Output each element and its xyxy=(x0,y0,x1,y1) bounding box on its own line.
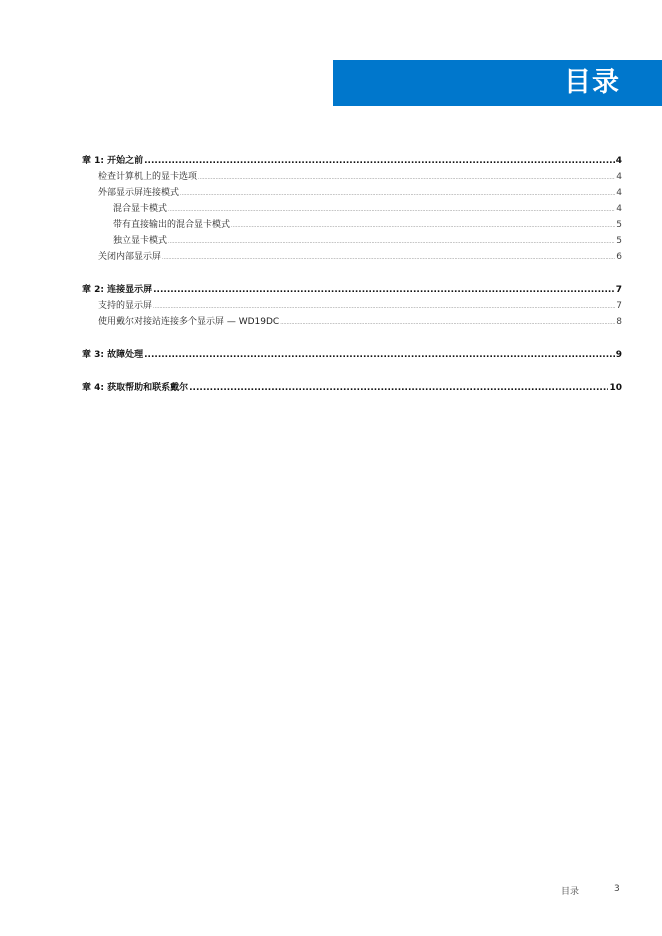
toc-entry-label: 外部显示屏连接模式 xyxy=(98,188,180,198)
toc-entry-label: 带有直接输出的混合显卡模式 xyxy=(113,220,231,230)
toc-entry-label: 支持的显示屏 xyxy=(98,301,153,311)
toc-chapter-label: 章 3: 故障处理 xyxy=(82,350,144,360)
toc-entry-label: 混合显卡模式 xyxy=(113,204,168,214)
page-footer xyxy=(0,884,662,898)
toc-entry[interactable] xyxy=(82,314,622,330)
footer-section-label: 目录 xyxy=(561,887,580,897)
toc-leader xyxy=(168,202,615,218)
toc-entry[interactable] xyxy=(82,185,622,201)
toc-page-number: 5 xyxy=(616,220,622,230)
toc-chapter-label: 章 1: 开始之前 xyxy=(82,156,144,166)
toc-leader xyxy=(144,347,615,363)
toc-page-number: 8 xyxy=(616,317,622,327)
toc-entry-label: 独立显卡模式 xyxy=(113,236,168,246)
chapter-spacer xyxy=(82,330,622,347)
toc-subentry[interactable] xyxy=(82,201,622,217)
toc-page-number: 6 xyxy=(616,252,622,262)
toc-entry-label: 使用戴尔对接站连接多个显示屏 — WD19DC xyxy=(98,317,280,327)
toc-chapter-label: 章 4: 获取帮助和联系戴尔 xyxy=(82,383,189,393)
toc-entry[interactable] xyxy=(82,298,622,314)
title-banner xyxy=(333,60,662,106)
page-title: 目录 xyxy=(564,67,620,98)
toc-page-number: 4 xyxy=(616,188,622,198)
toc-leader xyxy=(280,315,615,331)
toc-page-number: 5 xyxy=(616,236,622,246)
table-of-contents xyxy=(82,153,622,396)
toc-leader xyxy=(180,186,615,202)
footer-page-number: 3 xyxy=(614,884,620,894)
chapter-spacer xyxy=(82,265,622,282)
toc-leader xyxy=(168,234,615,250)
toc-subentry[interactable] xyxy=(82,233,622,249)
toc-chapter-2[interactable] xyxy=(82,282,622,298)
toc-subentry[interactable] xyxy=(82,217,622,233)
toc-chapter-label: 章 2: 连接显示屏 xyxy=(82,285,153,295)
toc-chapter-1[interactable] xyxy=(82,153,622,169)
toc-leader xyxy=(189,380,608,396)
toc-page-number: 7 xyxy=(615,285,622,295)
chapter-spacer xyxy=(82,363,622,380)
toc-page-number: 7 xyxy=(616,301,622,311)
toc-page-number: 9 xyxy=(615,350,622,360)
toc-leader xyxy=(162,250,615,266)
toc-entry[interactable] xyxy=(82,249,622,265)
toc-leader xyxy=(153,299,615,315)
toc-leader xyxy=(144,153,615,169)
toc-page-number: 10 xyxy=(609,383,622,393)
toc-entry[interactable] xyxy=(82,169,622,185)
toc-page-number: 4 xyxy=(616,204,622,214)
toc-chapter-3[interactable] xyxy=(82,347,622,363)
toc-entry-label: 关闭内部显示屏 xyxy=(98,252,162,262)
toc-leader xyxy=(153,282,615,298)
toc-leader xyxy=(231,218,615,234)
toc-leader xyxy=(198,170,615,186)
toc-page-number: 4 xyxy=(616,172,622,182)
toc-chapter-4[interactable] xyxy=(82,380,622,396)
toc-entry-label: 检查计算机上的显卡选项 xyxy=(98,172,198,182)
toc-page-number: 4 xyxy=(615,156,622,166)
